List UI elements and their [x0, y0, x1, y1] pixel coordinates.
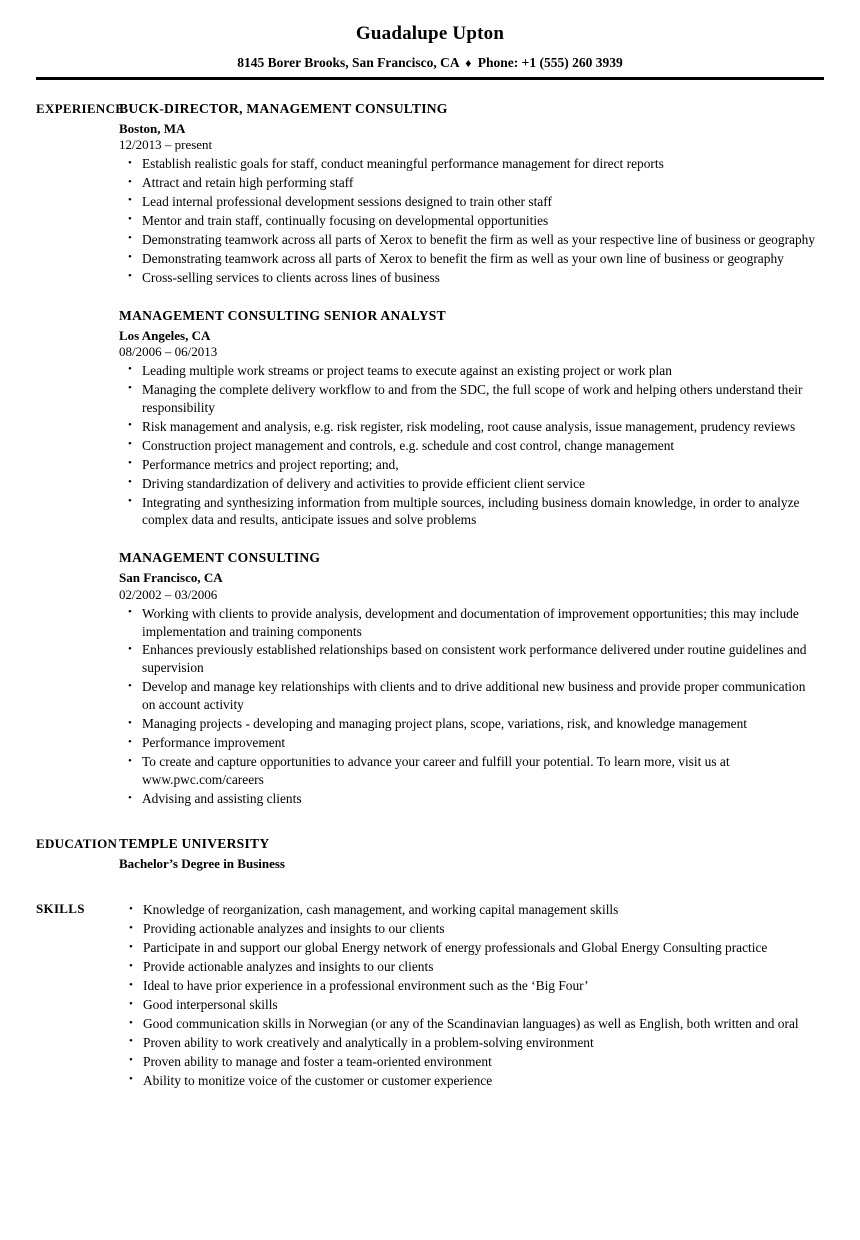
list-item: • Managing projects - developing and managing project plans, scope, variations, risk, and knowledge management [119, 715, 822, 733]
list-item: • Good communication skills in Norwegian (or any of the Scandinavian languages) as well as English, both written and oral [119, 1015, 822, 1033]
list-item: • Provide actionable analyzes and insights to our clients [119, 958, 822, 976]
list-item: • Performance improvement [119, 734, 822, 752]
candidate-name: Guadalupe Upton [355, 23, 505, 44]
school-name: TEMPLE UNIVERSITY [119, 836, 270, 852]
job-title: MANAGEMENT CONSULTING [119, 550, 321, 566]
job-bullets [119, 362, 822, 530]
section-label-skills: SKILLS [36, 901, 85, 917]
job-dates: 08/2006 – 06/2013 [119, 343, 218, 359]
list-item: • Enhances previously established relationships based on consistent work performance delivered under routine guidelines and supervision [119, 641, 822, 677]
list-item: • Managing the complete delivery workflow to and from the SDC, the full scope of work and helping others understand their responsibility [119, 381, 822, 417]
experience-entry [119, 550, 822, 808]
list-item: • Performance metrics and project reporting; and, [119, 456, 822, 474]
experience-body [119, 101, 860, 809]
list-item: • Ability to monitize voice of the customer or customer experience [119, 1072, 822, 1090]
job-dates: 12/2013 – present [119, 137, 213, 153]
section-experience [0, 101, 860, 809]
list-item: • Proven ability to work creatively and analytically in a problem-solving environment [119, 1034, 822, 1052]
job-location: Los Angeles, CA [119, 327, 211, 343]
list-item: • Develop and manage key relationships with clients and to drive additional new business and provide proper communication on account activity [119, 678, 822, 714]
section-label-education: EDUCATION [36, 836, 118, 852]
list-item: • Lead internal professional development sessions designed to train other staff [119, 193, 822, 211]
contact-line [0, 55, 860, 71]
list-item: • Ideal to have prior experience in a professional environment such as the ‘Big Four’ [119, 977, 822, 995]
list-item: • Working with clients to provide analysis, development and documentation of improvement opportunities; this may include implementation and training components [119, 605, 822, 641]
job-dates: 02/2002 – 03/2006 [119, 586, 218, 602]
list-item: • Attract and retain high performing staff [119, 174, 822, 192]
list-item: • Construction project management and controls, e.g. schedule and cost control, change management [119, 437, 822, 455]
list-item: • Establish realistic goals for staff, conduct meaningful performance management for direct reports [119, 155, 822, 173]
section-education [0, 836, 860, 872]
education-entry [119, 836, 822, 872]
education-body [119, 836, 860, 872]
job-bullets [119, 605, 822, 808]
section-label-experience: EXPERIENCE [36, 100, 125, 116]
list-item: • Integrating and synthesizing information from multiple sources, including business domain knowledge, in order to analyze complex data and results, anticipate issues and solve problems [119, 494, 822, 530]
experience-entry [119, 101, 822, 287]
list-item: • Advising and assisting clients [119, 790, 822, 808]
list-item: • Demonstrating teamwork across all parts of Xerox to benefit the firm as well as your respective line of business or geography [119, 231, 822, 249]
resume-header [0, 0, 860, 80]
list-item: • Mentor and train staff, continually focusing on developmental opportunities [119, 212, 822, 230]
header-divider [36, 77, 824, 80]
list-item: • Driving standardization of delivery and activities to provide efficient client service [119, 475, 822, 493]
job-bullets [119, 155, 822, 287]
list-item: • Providing actionable analyzes and insights to our clients [119, 920, 822, 938]
list-item: • Participate in and support our global Energy network of energy professionals and Global Energy Consulting practice [119, 939, 822, 957]
job-location: Boston, MA [119, 120, 186, 136]
phone-text: Phone: +1 (555) 260 3939 [477, 54, 623, 70]
section-skills [0, 901, 860, 1091]
experience-entry [119, 308, 822, 530]
list-item: • Proven ability to manage and foster a team-oriented environment [119, 1053, 822, 1071]
job-title: MANAGEMENT CONSULTING SENIOR ANALYST [119, 307, 446, 323]
list-item: • Knowledge of reorganization, cash management, and working capital management skills [119, 901, 822, 919]
diamond-separator-icon: ♦ [465, 55, 472, 70]
list-item: • Leading multiple work streams or project teams to execute against an existing project or work plan [119, 362, 822, 380]
degree-name: Bachelor’s Degree in Business [119, 856, 285, 872]
address-text: 8145 Borer Brooks, San Francisco, CA [237, 54, 459, 70]
skills-body [119, 901, 860, 1091]
list-item: • Good interpersonal skills [119, 996, 822, 1014]
skills-bullets [119, 901, 822, 1090]
list-item: • Cross-selling services to clients across lines of business [119, 269, 822, 287]
job-location: San Francisco, CA [119, 570, 223, 586]
list-item: • Risk management and analysis, e.g. risk register, risk modeling, root cause analysis, issue management, prudency reviews [119, 418, 822, 436]
job-title: BUCK-DIRECTOR, MANAGEMENT CONSULTING [119, 100, 448, 116]
list-item: • To create and capture opportunities to advance your career and fulfill your potential. To learn more, visit us at www.pwc.com/careers [119, 753, 822, 789]
list-item: • Demonstrating teamwork across all parts of Xerox to benefit the firm as well as your own line of business or geography [119, 250, 822, 268]
